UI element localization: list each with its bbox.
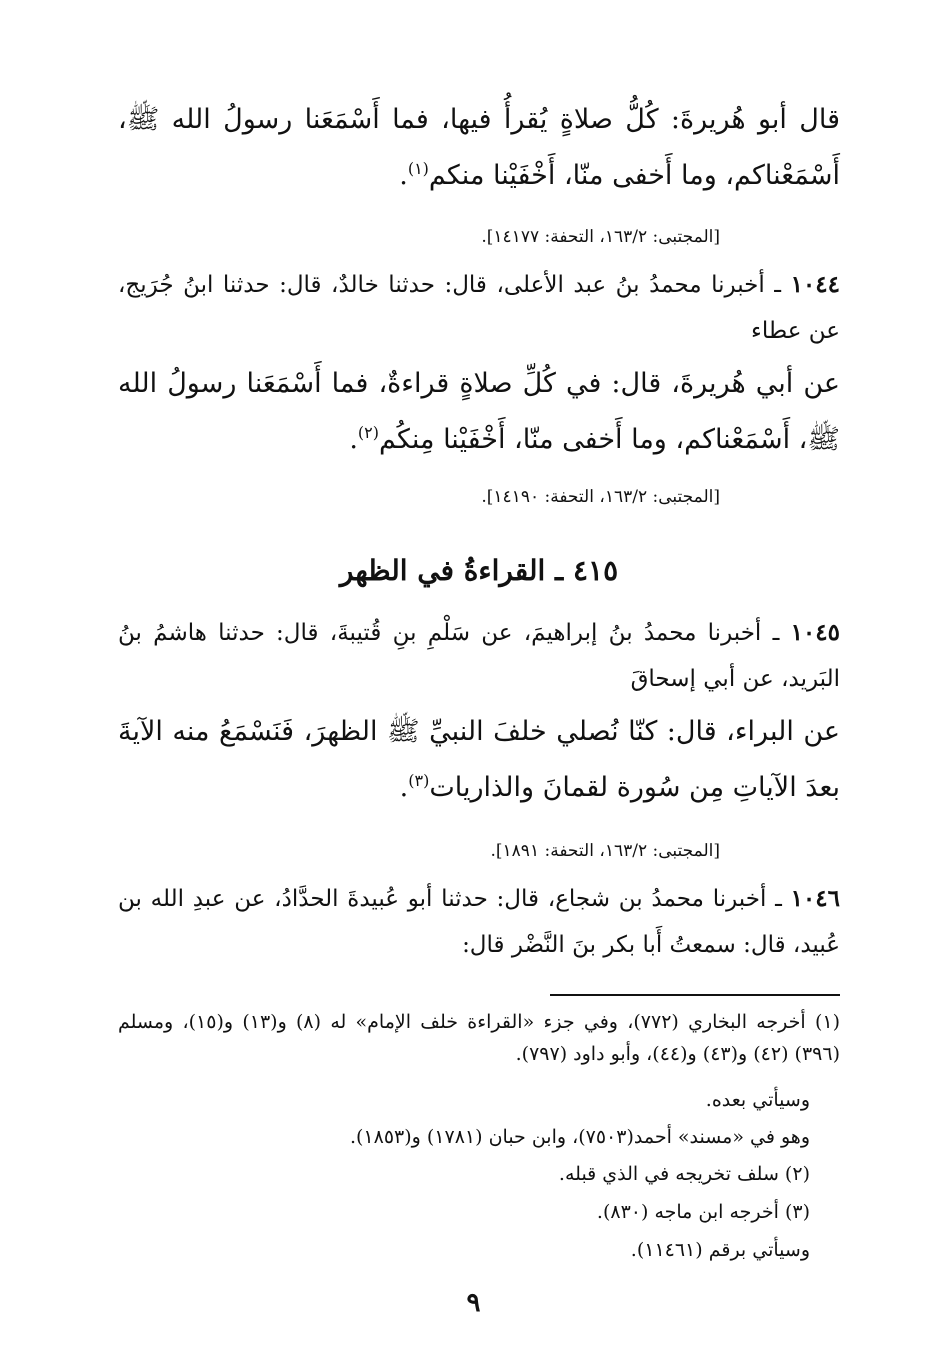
hadith-number-1046: ١٠٤٦: [790, 885, 840, 912]
footnote-3-cont: وسيأتي برقم (١١٤٦١).: [630, 1239, 810, 1261]
hadith-1045-body: عن البراء، قال: كنّا نُصلي خلفَ النبيِّ ﷺ الظهرَ، فَنَسْمَعُ منه الآيةَ بعدَ الآياتِ مِن سُورة لقمانَ والذاريات: [118, 716, 840, 803]
hadith-1044-isnad-text: ـ أخبرنا محمدُ بنُ عبد الأعلى، قال: حدثنا خالدٌ، قال: حدثنا ابنُ جُرَيج، عن عطاء: [118, 272, 840, 344]
chapter-heading: ٤١٥ ـ القراءةُ في الظهر: [339, 554, 619, 587]
page-number: ٩: [466, 1288, 481, 1318]
footnote-1: (١) أخرجه البخاري (٧٧٢)، وفي جزء «القراءة خلف الإمام» له (٨) و(١٣) و(١٥)، ومسلم (٣٩٦) (٤٢) و(٤٣) و(٤٤)، وأبو داود (٧٩٧).: [118, 1011, 840, 1065]
page: [118, 0, 840, 1364]
hadith-1045-isnad: [118, 610, 840, 702]
reference-1045: [المجتبى: ١٦٣/٢، التحفة: ١٨٩١].: [490, 841, 720, 861]
footnote-1-cont-a: وسيأتي بعده.: [705, 1089, 810, 1111]
hadith-1046-isnad: [118, 876, 840, 968]
hadith-1044-end: .: [349, 424, 358, 455]
hadith-1046-isnad-text: ـ أخبرنا محمدُ بن شجاع، قال: حدثنا أبو عُبيدةَ الحدَّادُ، عن عبدِ الله بن عُبيد، قال: سمعتُ أَبا بكر بنَ النَّضْر قال:: [118, 886, 840, 958]
hadith-1043-body: قال أبو هُريرةَ: كُلُّ صلاةٍ يُقرأُ فيها، فما أَسْمَعَنا رسولُ الله ﷺ، أَسْمَعْناكم، وما أَخفى منّا، أَخْفَيْنا منكم: [118, 104, 840, 191]
footnote-1-cont-b: وهو في «مسند» أحمد(٧٥٠٣)، وابن حبان (١٧٨١) و(١٨٥٣).: [349, 1126, 810, 1148]
hadith-1045-isnad-text: ـ أخبرنا محمدُ بنُ إبراهيمَ، عن سَلْمِ بنِ قُتيبةَ، قال: حدثنا هاشمُ بنُ البَريد، عن أبي إسحاقَ: [118, 620, 840, 692]
hadith-1043-text: [118, 92, 840, 204]
footnote-marker-2: (٢): [357, 423, 379, 442]
hadith-1045-text: [118, 704, 840, 816]
footnote-marker-1: (١): [407, 159, 429, 178]
footnote-marker-3: (٣): [408, 771, 430, 790]
hadith-1044-isnad: [118, 262, 840, 354]
footnote-separator: [550, 994, 840, 996]
reference-1043: [المجتبى: ١٦٣/٢، التحفة: ١٤١٧٧].: [481, 227, 720, 247]
hadith-1045-end: .: [399, 772, 409, 803]
hadith-number-1045: ١٠٤٥: [790, 619, 840, 646]
hadith-1043-end: .: [399, 160, 408, 191]
footnote-2: (٢) سلف تخريجه في الذي قبله.: [558, 1163, 810, 1185]
hadith-number-1044: ١٠٤٤: [790, 271, 840, 298]
hadith-1044-body: عن أبي هُريرةَ، قال: في كُلِّ صلاةٍ قراءةٌ، فما أَسْمَعَنا رسولُ الله ﷺ، أَسْمَعْناكم، وما أَخفى منّا، أَخْفَيْنا مِنكُم: [118, 368, 840, 455]
hadith-1044-text: [118, 356, 840, 468]
footnote-3: (٣) أخرجه ابن ماجه (٨٣٠).: [596, 1201, 810, 1223]
reference-1044: [المجتبى: ١٦٣/٢، التحفة: ١٤١٩٠].: [481, 487, 720, 507]
